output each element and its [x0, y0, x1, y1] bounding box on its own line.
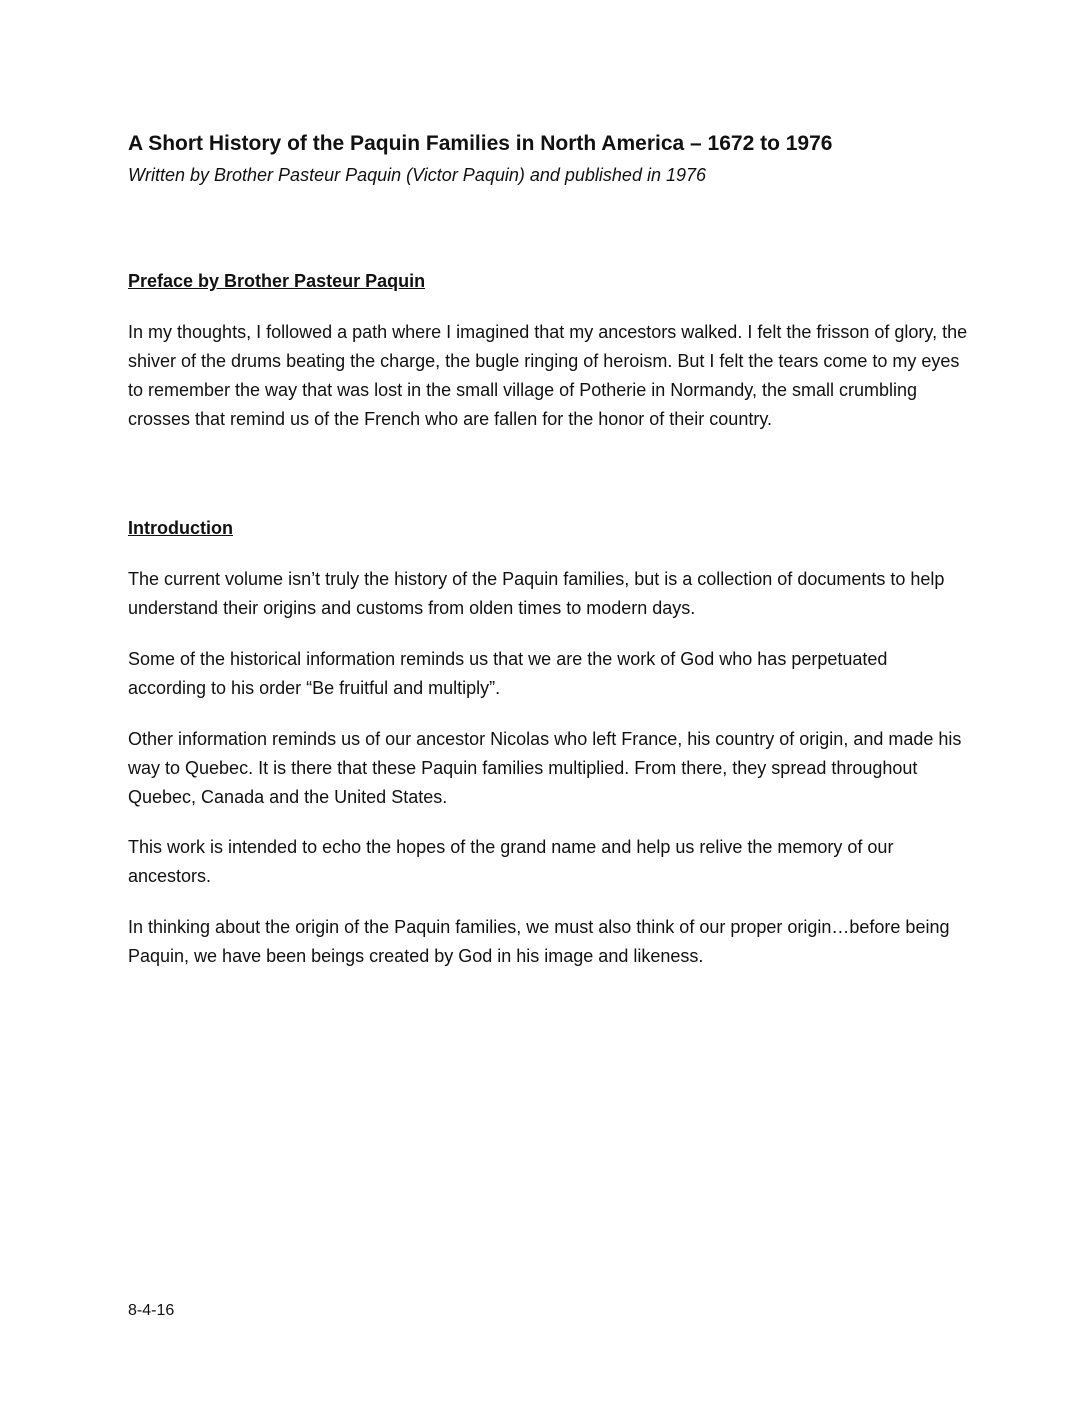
footer-date: 8-4-16 [128, 1302, 175, 1319]
preface-paragraph: In my thoughts, I followed a path where I imagined that my ancestors walked. I felt the frisson of glory, the shiver of the drums beating the charge, the bugle ringing of heroism. But I felt the tears come to my eyes to remember the way that was lost in the small village of Potherie in Normandy, the small crumbling crosses that remind us of the French who are fallen for the honor of their country. [128, 322, 968, 429]
introduction-paragraph: Other information reminds us of our ancestor Nicolas who left France, his country of origin, and made his way to Quebec. It is there that these Paquin families multiplied. From there, they spread throughout Quebec, Canada and the United States. [128, 729, 962, 807]
introduction-paragraph: This work is intended to echo the hopes of the grand name and help us relive the memory of our ancestors. [128, 837, 894, 886]
preface-heading: Preface by Brother Pasteur Paquin [128, 271, 426, 291]
introduction-paragraph: In thinking about the origin of the Paquin families, we must also think of our proper origin…before being Paquin, we have been beings created by God in his image and likeness. [128, 917, 950, 966]
document-title: A Short History of the Paquin Families in North America – 1672 to 1976 [128, 132, 833, 155]
introduction-paragraph: Some of the historical information reminds us that we are the work of God who has perpetuated according to his order “Be fruitful and multiply”. [128, 649, 888, 698]
introduction-paragraph: The current volume isn’t truly the history of the Paquin families, but is a collection of documents to help understand their origins and customs from olden times to modern days. [128, 569, 945, 618]
introduction-heading: Introduction [128, 518, 233, 538]
document-subtitle: Written by Brother Pasteur Paquin (Victor Paquin) and published in 1976 [128, 165, 707, 185]
